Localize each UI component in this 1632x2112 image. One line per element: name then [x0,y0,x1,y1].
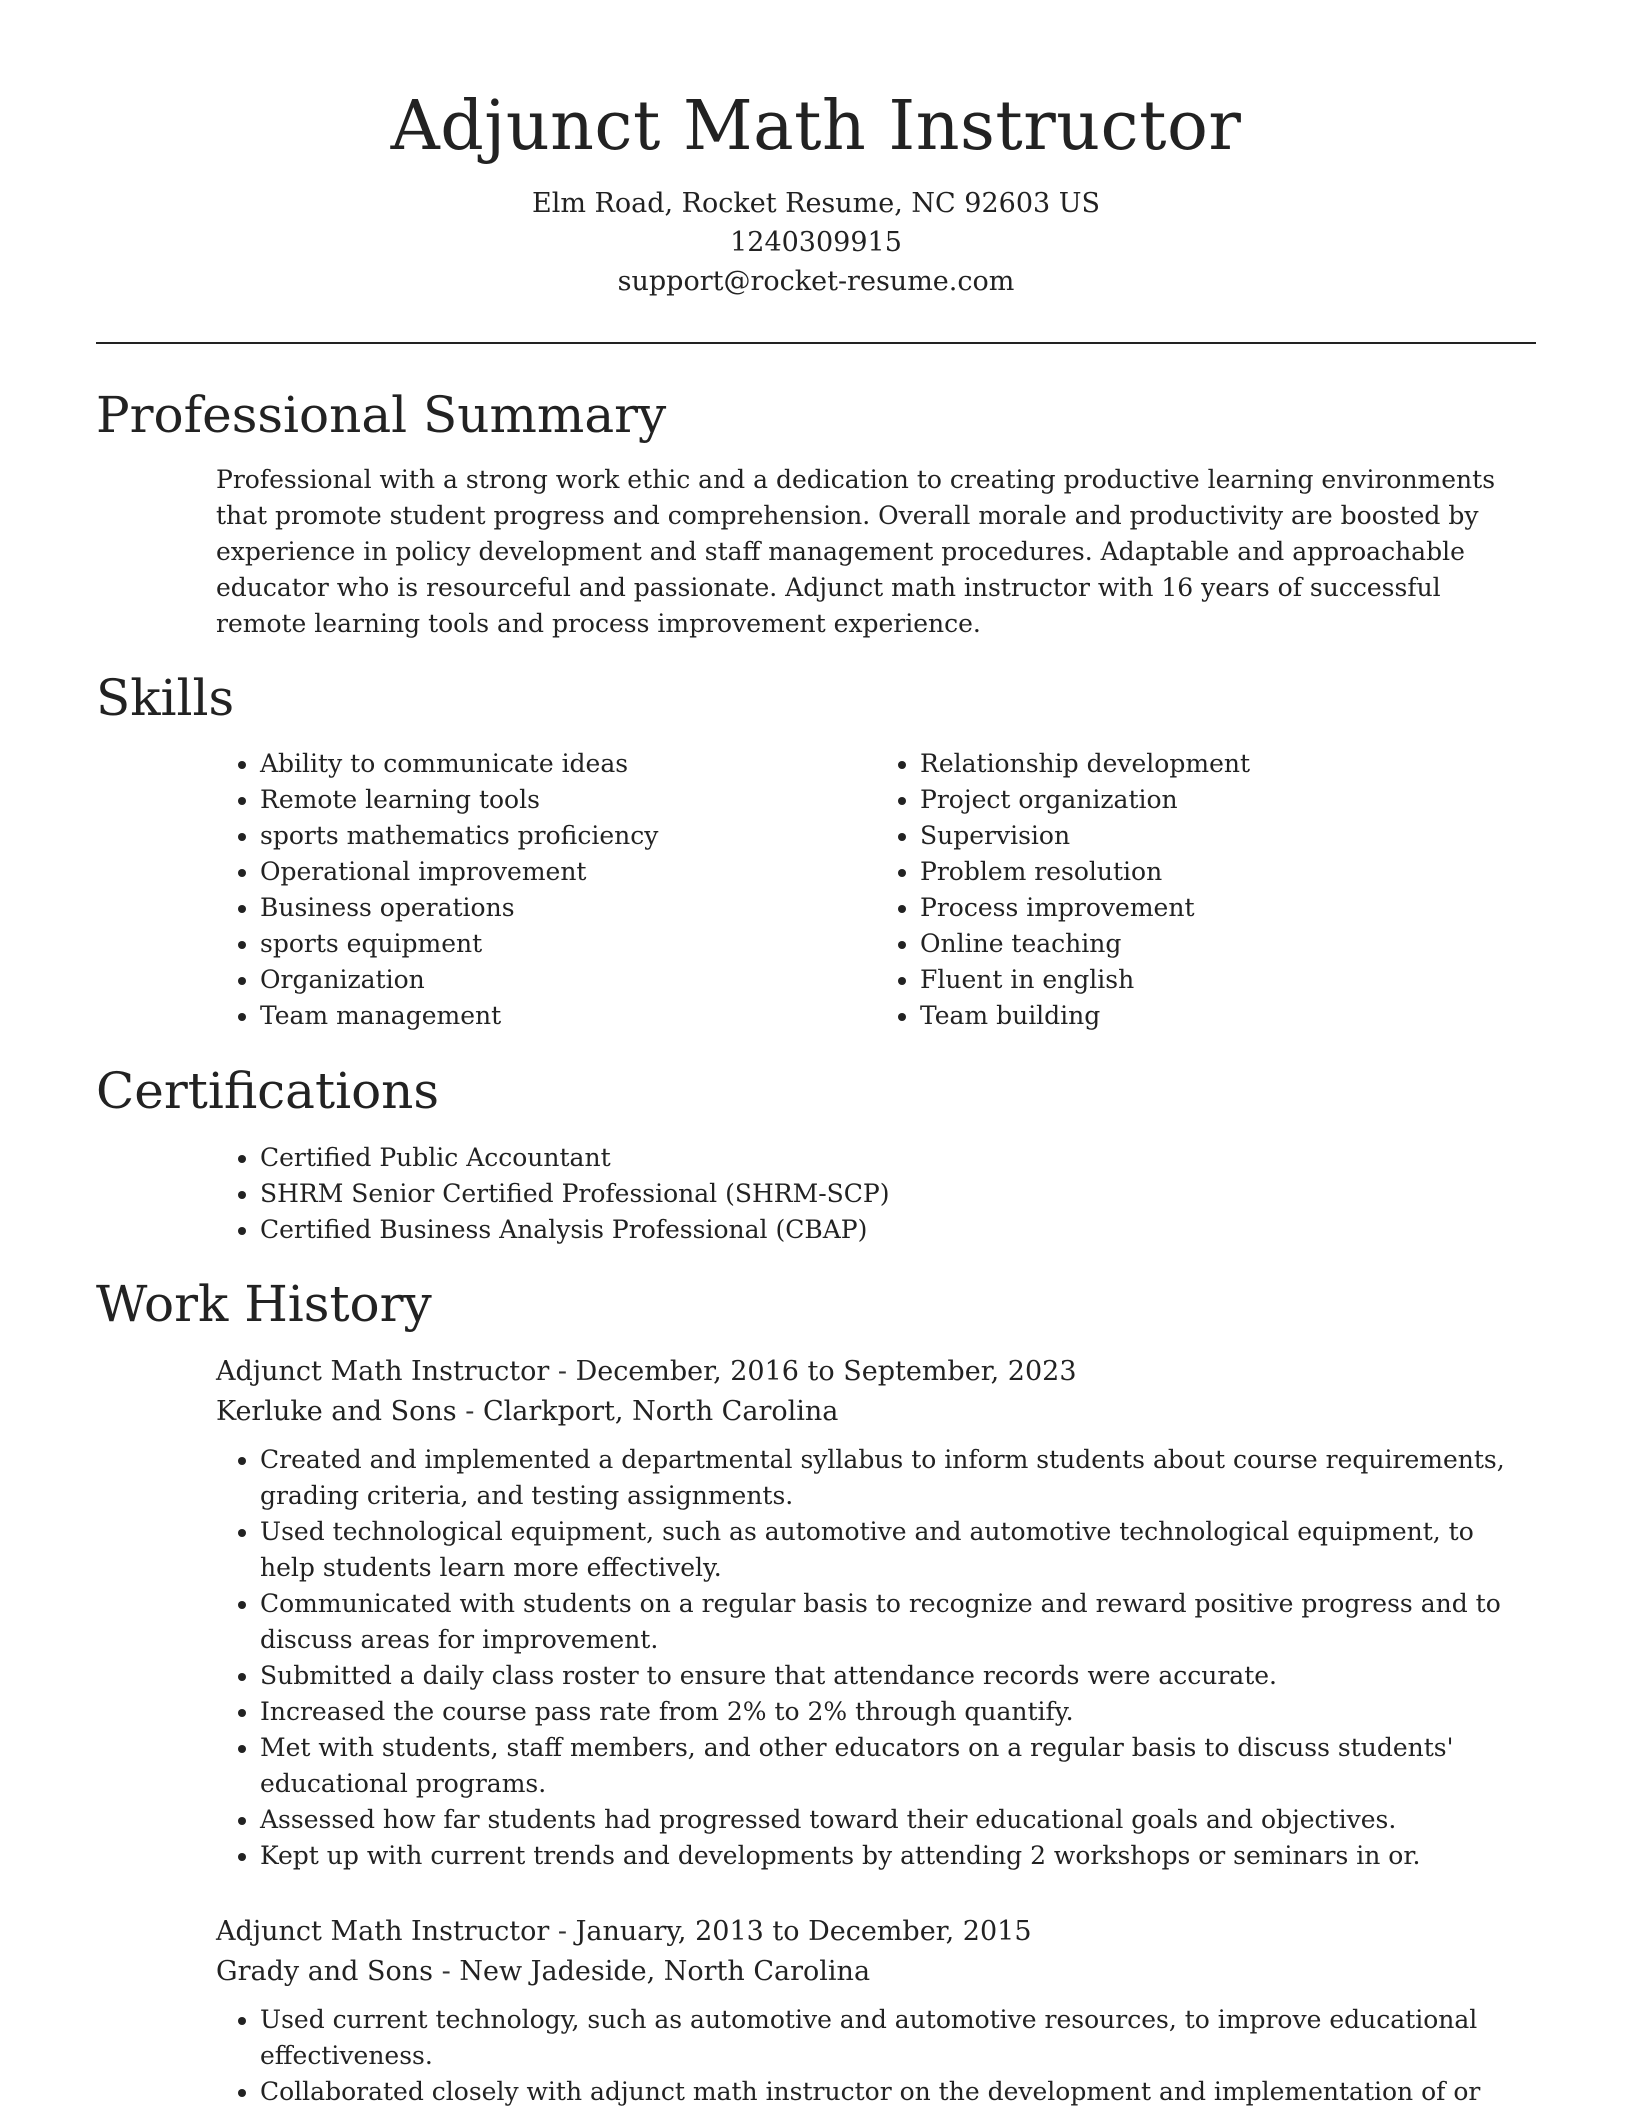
job-bullet: • Kept up with current trends and developments by attending 2 workshops or seminars in or. [260,1838,1536,1874]
skill-item: • Supervision [920,818,1536,854]
job-location: New Jadeside, North Carolina [459,1956,871,1987]
skill-item: • Remote learning tools [260,782,876,818]
certifications-section [216,1140,1536,1248]
job-bullet: • Used current technology, such as automotive and automotive resources, to improve educational effectiveness. [260,2002,1536,2074]
job-bullets [216,1442,1536,1874]
summary-heading: Professional Summary [96,386,667,444]
job-company: Grady and Sons [216,1956,434,1987]
job-title-line [216,1352,1536,1392]
skills-section [216,746,1536,1034]
skill-item: • Process improvement [920,890,1536,926]
skill-item: • Project organization [920,782,1536,818]
work-history-heading: Work History [96,1275,432,1333]
certifications-heading: Certifications [96,1062,440,1120]
job-location: Clarkport, North Carolina [482,1396,839,1427]
contact-info [0,184,1632,301]
email: support@rocket-resume.com [617,266,1015,297]
skill-item: • Team management [260,998,876,1034]
resume-header [0,0,1632,301]
job-bullet: • Assessed how far students had progressed toward their educational goals and objectives. [260,1802,1536,1838]
separator: - [557,1356,576,1387]
header-divider [96,342,1536,344]
certifications-list [216,1140,1536,1248]
job-role: Adjunct Math Instructor [216,1916,550,1947]
job-bullet: • Communicated with students on a regular basis to recognize and reward positive progress and to discuss areas for improvement. [260,1586,1536,1658]
job-role: Adjunct Math Instructor [216,1356,550,1387]
candidate-name: Adjunct Math Instructor [390,87,1242,166]
separator: - [465,1396,483,1427]
phone: 1240309915 [730,227,902,258]
job-dates: January, 2013 to December, 2015 [575,1916,1032,1947]
job-company-line [216,1952,1536,1992]
skill-item: • Problem resolution [920,854,1536,890]
skill-item: • Ability to communicate ideas [260,746,876,782]
job-company-line [216,1392,1536,1432]
skills-heading: Skills [96,669,235,727]
job-bullet: • Met with students, staff members, and other educators on a regular basis to discuss students' educational programs. [260,1730,1536,1802]
skill-item: • sports equipment [260,926,876,962]
certification-item: • Certified Business Analysis Professional (CBAP) [260,1212,1536,1248]
job-entry [216,1352,1536,1874]
skill-item: • Fluent in english [920,962,1536,998]
summary-section [216,462,1536,642]
certification-item: • SHRM Senior Certified Professional (SHRM-SCP) [260,1176,1536,1212]
address: Elm Road, Rocket Resume, NC 92603 US [531,188,1101,219]
skill-item: • Organization [260,962,876,998]
separator: - [557,1916,576,1947]
skills-list-right [876,746,1536,1034]
job-company: Kerluke and Sons [216,1396,457,1427]
skill-item: • sports mathematics proficiency [260,818,876,854]
job-bullet: • Used technological equipment, such as automotive and automotive technological equipment, to help students learn more effectively. [260,1514,1536,1586]
job-bullet: • Created and implemented a departmental syllabus to inform students about course requirements, grading criteria, and testing assignments. [260,1442,1536,1514]
job-entry [216,1912,1536,2110]
job-dates: December, 2016 to September, 2023 [575,1356,1077,1387]
job-bullet: • Increased the course pass rate from 2% to 2% through quantify. [260,1694,1536,1730]
summary-text: Professional with a strong work ethic and a dedication to creating productive learning environments that promote student progress and comprehension. Overall morale and productivity are boosted by experience in policy development and staff management procedures. Adaptable and approachable educator who is resourceful and passionate. Adjunct math instructor with 16 years of successful remote learning tools and process improvement experience. [216,465,1496,638]
skills-list-left [216,746,876,1034]
skill-item: • Online teaching [920,926,1536,962]
skill-item: • Operational improvement [260,854,876,890]
skill-item: • Business operations [260,890,876,926]
job-bullet: • Submitted a daily class roster to ensure that attendance records were accurate. [260,1658,1536,1694]
skill-item: • Relationship development [920,746,1536,782]
separator: - [441,1956,460,1987]
skill-item: • Team building [920,998,1536,1034]
certification-item: • Certified Public Accountant [260,1140,1536,1176]
job-bullets [216,2002,1536,2110]
job-title-line [216,1912,1536,1952]
job-bullet: • Collaborated closely with adjunct math instructor on the development and implementation of or [260,2074,1536,2110]
